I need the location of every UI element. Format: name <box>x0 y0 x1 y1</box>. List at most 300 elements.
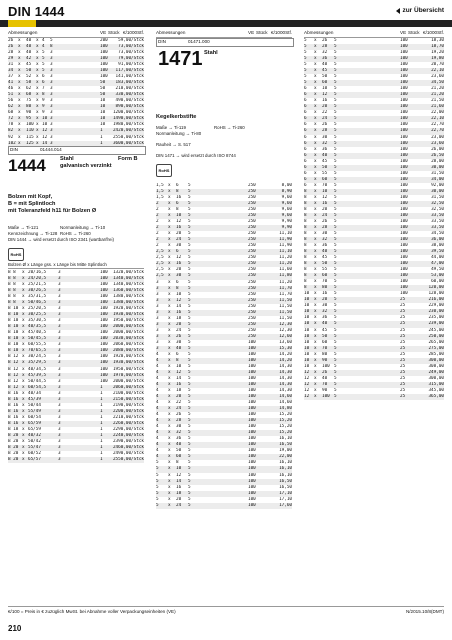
table-cell: 28 <box>176 418 182 424</box>
table-cell: 3 <box>50 104 53 110</box>
table-cell: 5 <box>304 50 307 56</box>
table-cell: 285,00 <box>428 351 444 357</box>
table-cell: 2060,00/Stck <box>112 384 144 390</box>
table-cell: 73,00/Stck <box>118 50 144 56</box>
table-cell: 5 <box>188 195 191 201</box>
table-cell: 1930,00/Stck <box>112 312 144 318</box>
table-cell: 10 <box>304 357 310 363</box>
table-cell: 100 <box>400 267 408 273</box>
table-cell: 5 <box>188 201 191 207</box>
table-cell: x <box>168 412 171 418</box>
product-title: Kegelkerbstifte <box>156 114 197 120</box>
table-cell: x <box>314 104 317 110</box>
table-cell: 29 <box>8 56 14 62</box>
table-cell: x <box>168 183 171 188</box>
table-cell: 11,20 <box>279 261 292 267</box>
table-cell: 5 <box>334 98 337 104</box>
table-cell: B 12 <box>8 354 19 360</box>
table-cell: 2,5 <box>156 267 164 273</box>
table-cell: 8 <box>304 194 307 200</box>
table-cell: 5 <box>188 333 191 339</box>
table-cell: 37 <box>8 74 14 80</box>
table-cell: B 10 <box>8 336 19 342</box>
table-cell: 5 <box>188 297 191 303</box>
table-cell: 5 <box>188 237 191 243</box>
table-cell: 1 <box>100 396 103 402</box>
table-cell: x <box>36 74 39 80</box>
table-cell: 5 <box>334 327 337 333</box>
table-cell: 14 <box>176 478 182 484</box>
table-cell: x <box>22 276 25 282</box>
table-cell: 2000,00/Stck <box>112 330 144 336</box>
table-cell: 10 <box>304 339 310 345</box>
table-cell: 18,30 <box>431 38 444 43</box>
table-cell: 3 <box>156 291 159 297</box>
table-cell: 100 <box>322 363 330 369</box>
table-cell: 6 <box>42 80 45 86</box>
table-cell: 10 <box>100 104 106 110</box>
table-cell: B 16 <box>8 390 19 396</box>
table-cell: 300,00 <box>428 357 444 363</box>
table-cell: 100 <box>400 224 408 230</box>
table-cell: x <box>314 381 317 387</box>
ref-dimensions[interactable]: Maße → Ti-119 <box>156 125 186 130</box>
table-cell: x <box>314 297 317 303</box>
table-cell: 5 <box>334 74 337 80</box>
table-cell: 100 <box>248 502 256 508</box>
table-cell: x <box>22 450 25 456</box>
table-cell: 100 <box>100 342 108 348</box>
table-cell: x <box>314 255 317 261</box>
table-cell: 25 <box>400 339 406 345</box>
table-cell: x <box>22 348 25 354</box>
table-cell: 100 <box>100 336 108 342</box>
table-cell: 5 <box>334 357 337 363</box>
table-cell: 5 <box>188 369 191 375</box>
table-cell: 60/54 <box>28 414 41 420</box>
table-cell: 3 <box>58 402 61 408</box>
table-cell: 5 <box>334 176 337 182</box>
table-cell: 45/40,5 <box>28 330 47 336</box>
table-cell: 5 <box>188 183 191 188</box>
table-cell: 3 <box>50 92 53 98</box>
table-cell: 32 <box>322 237 328 243</box>
product-number: 1444 <box>8 156 46 175</box>
table-cell: 2 <box>156 237 159 243</box>
table-cell: x <box>36 38 39 43</box>
table-cell: 45 <box>322 327 328 333</box>
table-cell: 4 <box>156 376 159 381</box>
table-cell: 5 <box>188 327 191 333</box>
table-cell: x <box>22 426 25 432</box>
table-cell: 100 <box>400 237 408 243</box>
table-cell: 34,50 <box>431 231 444 236</box>
table-cell: x <box>168 273 171 279</box>
table-cell: 100 <box>248 454 256 460</box>
table-cell: 36 <box>322 315 328 321</box>
table-cell: 4 <box>156 382 159 388</box>
table-cell: 5 <box>304 38 307 43</box>
table-cell: x <box>18 98 21 104</box>
table-cell: 70 <box>322 279 328 285</box>
table-cell: 3 <box>58 438 61 444</box>
table-cell: x <box>168 376 171 381</box>
table-cell: x <box>36 110 39 116</box>
table-cell: x <box>168 490 171 496</box>
table-cell: 100 <box>400 261 408 267</box>
table-cell: 1,5 <box>156 195 164 201</box>
table-cell: 40 <box>322 152 328 158</box>
page-number: 210 <box>8 624 22 633</box>
table-cell: 4 <box>156 424 159 430</box>
table-cell: 308,00 <box>428 363 444 369</box>
ref-rohs[interactable]: RoHS → Ti-260 <box>60 231 91 236</box>
table-cell: x <box>36 80 39 86</box>
table-cell: 5 <box>188 219 191 225</box>
table-cell: 62 <box>26 86 32 92</box>
table-cell: x <box>168 357 171 363</box>
table-cell: 40/35,5 <box>28 324 47 330</box>
table-cell: 3 <box>58 366 61 372</box>
ref-rohs[interactable]: RoHS → Ti-260 <box>214 125 245 130</box>
table-cell: 4 <box>156 357 159 363</box>
table-cell: x <box>22 336 25 342</box>
table-cell: x <box>18 62 21 68</box>
table-cell: 100 <box>248 412 256 418</box>
table-cell: 34,00 <box>431 176 444 182</box>
table-cell: 14,20 <box>279 351 292 357</box>
table-cell: x <box>22 288 25 294</box>
table-cell: 9,90 <box>281 219 292 225</box>
table-cell: 36 <box>322 146 328 152</box>
table-cell: 1 <box>100 140 103 146</box>
table-cell: 2 <box>156 201 159 207</box>
table-cell: 26,50 <box>431 152 444 158</box>
table-cell: 5 <box>334 200 337 206</box>
table-cell: 1490,00/Stck <box>112 116 144 122</box>
table-cell: 12 <box>304 375 310 381</box>
table-cell: 890,00/Stck <box>115 104 144 110</box>
table-cell: x <box>22 378 25 384</box>
table-cell: 9 <box>42 104 45 110</box>
table-cell: 6 <box>304 128 307 134</box>
table-cell: 235,00 <box>428 315 444 321</box>
table-cell: 11,50 <box>279 303 292 309</box>
table-cell: 16,10 <box>279 466 292 472</box>
table-cell: 5 <box>156 502 159 508</box>
table-cell: 100 <box>400 80 408 86</box>
table-cell: 25/20,5 <box>28 306 47 312</box>
table-cell: 16 <box>176 382 182 388</box>
ref-dimensions[interactable]: Maße → Ti-121 <box>8 225 39 230</box>
table-cell: 10 <box>304 327 310 333</box>
table-cell: 46 <box>8 86 14 92</box>
table-cell: 68 <box>8 110 14 116</box>
table-cell: 9 <box>42 110 45 116</box>
table-cell: 40 <box>26 38 32 43</box>
table-cell: 11,70 <box>279 285 292 291</box>
table-cell: x <box>168 279 171 285</box>
table-cell: 100 <box>400 44 408 50</box>
arrow-left-icon <box>396 8 400 14</box>
table-cell: 25 <box>400 309 406 315</box>
table-cell: x <box>36 104 39 110</box>
table-cell: x <box>22 360 25 366</box>
table-cell: 100 <box>400 110 408 116</box>
table-cell: 100 <box>248 376 256 381</box>
table-cell: 33,50 <box>431 218 444 224</box>
table-cell: 30 <box>322 231 328 236</box>
table-cell: 250 <box>248 201 256 207</box>
table-cell: 5 <box>188 424 191 430</box>
table-cell: 8 <box>304 237 307 243</box>
table-cell: 60,00 <box>431 279 444 285</box>
rohs-badge: RoHS <box>8 248 24 261</box>
table-cell: 100 <box>100 312 108 318</box>
table-cell: 2150,00/Stck <box>112 396 144 402</box>
table-cell: 100 <box>400 182 408 188</box>
table-cell: 5 <box>334 351 337 357</box>
table-cell: 10 <box>304 291 310 297</box>
table-cell: x <box>18 56 21 62</box>
table-cell: 35/30,5 <box>28 318 47 324</box>
ref-roughness[interactable]: Rauheit → S. 517 <box>156 142 191 147</box>
table-cell: 5 <box>304 62 307 68</box>
table-cell: 1340,00/Stck <box>112 282 144 288</box>
table-cell: x <box>314 321 317 327</box>
table-cell: 36,00 <box>431 237 444 243</box>
table-cell: 250 <box>248 231 256 237</box>
table-cell: 40 <box>26 50 32 56</box>
table-cell: 3 <box>58 276 61 282</box>
table-cell: 5 <box>42 50 45 56</box>
table-cell: 20 <box>176 267 182 273</box>
table-cell: 3 <box>50 74 53 80</box>
table-cell: x <box>314 80 317 86</box>
table-cell: 40 <box>322 375 328 381</box>
table-cell: B 16 <box>8 408 19 414</box>
table-cell: 50/44 <box>28 402 41 408</box>
table-cell: 11,90 <box>279 237 292 243</box>
table-cell: 5 <box>334 315 337 321</box>
table-cell: 4 <box>156 412 159 418</box>
column-header-price: €/1000Stf. <box>423 30 444 35</box>
table-cell: 55/49 <box>28 408 41 414</box>
ref-norm[interactable]: Normanleitung → Ti-80 <box>156 131 202 136</box>
table-cell: 5 <box>334 50 337 56</box>
table-cell: 14,30 <box>279 363 292 369</box>
table-cell: 8 <box>176 460 179 466</box>
table-cell: 32,50 <box>431 200 444 206</box>
table-cell: 275,00 <box>428 345 444 351</box>
table-cell: 14,60 <box>279 394 292 400</box>
table-cell: 20 <box>322 297 328 303</box>
table-cell: 3 <box>58 426 61 432</box>
table-cell: 239,00 <box>428 321 444 327</box>
table-cell: 345,00 <box>428 387 444 393</box>
replacement-note: DIN 1471 → wird ersetzt durch ISO 8744 <box>156 153 236 158</box>
table-cell: 5 <box>334 291 337 297</box>
table-cell: 11,50 <box>279 297 292 303</box>
table-cell: 12 <box>304 369 310 375</box>
table-cell: 100 <box>400 188 408 194</box>
table-cell: 14,30 <box>279 388 292 394</box>
table-cell: 5 <box>188 484 191 490</box>
table-cell: 100 <box>400 243 408 249</box>
table-cell: 216,00 <box>428 297 444 303</box>
table-cell: 3 <box>58 318 61 324</box>
table-cell: 2390,00/Stck <box>112 438 144 444</box>
overview-link[interactable] <box>396 7 444 14</box>
table-cell: 100 <box>248 418 256 424</box>
table-cell: 12 <box>304 393 310 399</box>
table-cell: 25 <box>400 357 406 363</box>
table-cell: 14 <box>176 376 182 381</box>
table-cell: x <box>18 80 21 86</box>
product-code-bar <box>8 146 146 155</box>
table-cell: 12 <box>176 255 182 261</box>
table-cell: 8 <box>304 231 307 236</box>
table-cell: 28 <box>8 50 14 56</box>
product-code: 01444.014 <box>40 147 62 152</box>
table-cell: 100 <box>400 206 408 212</box>
table-cell: x <box>22 270 25 275</box>
footer-divider <box>8 606 444 607</box>
table-cell: 1930,00/Stck <box>112 360 144 366</box>
table-cell: x <box>36 68 39 74</box>
table-cell: 100 <box>248 478 256 484</box>
table-cell: 100 <box>400 56 408 62</box>
table-cell: 5 <box>334 134 337 140</box>
table-cell: 8 <box>50 44 53 50</box>
table-cell: 3 <box>58 270 61 275</box>
table-cell: 12 <box>176 219 182 225</box>
table-cell: 3 <box>58 456 61 462</box>
table-cell: 2240,00/Stck <box>112 432 144 438</box>
table-cell: 15,20 <box>279 418 292 424</box>
product-number: 1471 <box>158 48 203 70</box>
table-cell: 30,00 <box>431 188 444 194</box>
table-cell: 5 <box>188 460 191 466</box>
table-cell: 8 <box>304 206 307 212</box>
table-cell: x <box>314 231 317 236</box>
table-cell: 100 <box>400 249 408 255</box>
table-body <box>304 38 444 400</box>
table-cell: 250 <box>248 261 256 267</box>
table-cell: B 20 <box>8 444 19 450</box>
table-cell: 10 <box>42 122 48 128</box>
table-cell: 8 <box>304 249 307 255</box>
table-cell: 100 <box>400 140 408 146</box>
table-cell: 28 <box>322 128 328 134</box>
table-cell: 100 <box>400 200 408 206</box>
table-cell: 12 <box>176 472 182 478</box>
table-cell: x <box>168 496 171 502</box>
table-cell: 2000,00/Stck <box>112 324 144 330</box>
table-cell: 4 <box>156 454 159 460</box>
table-cell: 5 <box>188 309 191 315</box>
table-cell: 10 <box>304 297 310 303</box>
table-cell: 2060,00/Stck <box>112 342 144 348</box>
table-cell: 100 <box>100 74 108 80</box>
table-cell: x <box>314 303 317 309</box>
table-cell: x <box>314 152 317 158</box>
table-cell: 100 <box>248 490 256 496</box>
table-cell: 3 <box>58 294 61 300</box>
table-cell: 1,5 <box>156 189 164 195</box>
table-cell: 65/59 <box>28 426 41 432</box>
table-cell: 5 <box>188 472 191 478</box>
table-cell: x <box>22 366 25 372</box>
table-cell: x <box>168 267 171 273</box>
table-cell: 250 <box>248 219 256 225</box>
table-cell: 3 <box>156 285 159 291</box>
ref-marking[interactable]: Kennzeichnung → Ti-128 <box>8 231 58 236</box>
table-cell: 68 <box>26 92 32 98</box>
table-cell: 100 <box>400 273 408 279</box>
table-cell: 35/29,5 <box>28 360 47 366</box>
table-cell: x <box>314 68 317 74</box>
rohs-badge: RoHS <box>156 164 172 177</box>
table-cell: 1380,00/Stck <box>112 300 144 306</box>
table-cell: 9,60 <box>281 195 292 201</box>
table-cell: 9,60 <box>281 201 292 207</box>
ref-norm[interactable]: Normanleitung → Ti-10 <box>60 225 106 230</box>
table-cell: 70 <box>322 345 328 351</box>
table-cell: 22,10 <box>431 116 444 122</box>
table-cell: 40 <box>322 62 328 68</box>
table-cell: 5 <box>188 388 191 394</box>
table-cell: 4 <box>156 436 159 442</box>
table-cell: 100 <box>400 176 408 182</box>
table-cell: 30 <box>322 303 328 309</box>
table-cell: 3 <box>58 354 61 360</box>
table-cell: 11,20 <box>279 255 292 261</box>
table-column-3 <box>304 30 444 400</box>
table-cell: x <box>314 237 317 243</box>
table-cell: 100 <box>100 276 108 282</box>
table-cell: 8 <box>304 261 307 267</box>
table-cell: 5 <box>188 412 191 418</box>
table-cell: B 12 <box>8 378 19 384</box>
column-header-qty: Stück <box>108 30 120 35</box>
table-cell: 8,00 <box>281 183 292 188</box>
column-header-qty: Stück <box>256 30 268 35</box>
table-cell: 100 <box>400 128 408 134</box>
table-cell: 4 <box>156 388 159 394</box>
table-cell: 21,60 <box>431 104 444 110</box>
table-cell: 26 <box>176 333 182 339</box>
table-cell: x <box>18 110 21 116</box>
table-cell: 300,00 <box>428 375 444 381</box>
table-cell: 100 <box>100 306 108 312</box>
table-cell: 100 <box>248 496 256 502</box>
table-cell: x <box>168 363 171 369</box>
table-cell: 16 <box>322 291 328 297</box>
table-cell: 100 <box>100 318 108 324</box>
table-cell: 5 <box>334 369 337 375</box>
table-cell: 28 <box>322 224 328 230</box>
table-cell: 490,00/Stck <box>115 98 144 104</box>
table-cell: x <box>314 285 317 291</box>
table-cell: 100 <box>100 366 108 372</box>
table-cell: 36 <box>322 56 328 62</box>
table-cell: 32 <box>322 140 328 146</box>
table-cell: 40 <box>176 345 182 351</box>
table-cell: 20 <box>176 496 182 502</box>
table-cell: 5 <box>304 68 307 74</box>
table-cell: 5 <box>334 92 337 98</box>
